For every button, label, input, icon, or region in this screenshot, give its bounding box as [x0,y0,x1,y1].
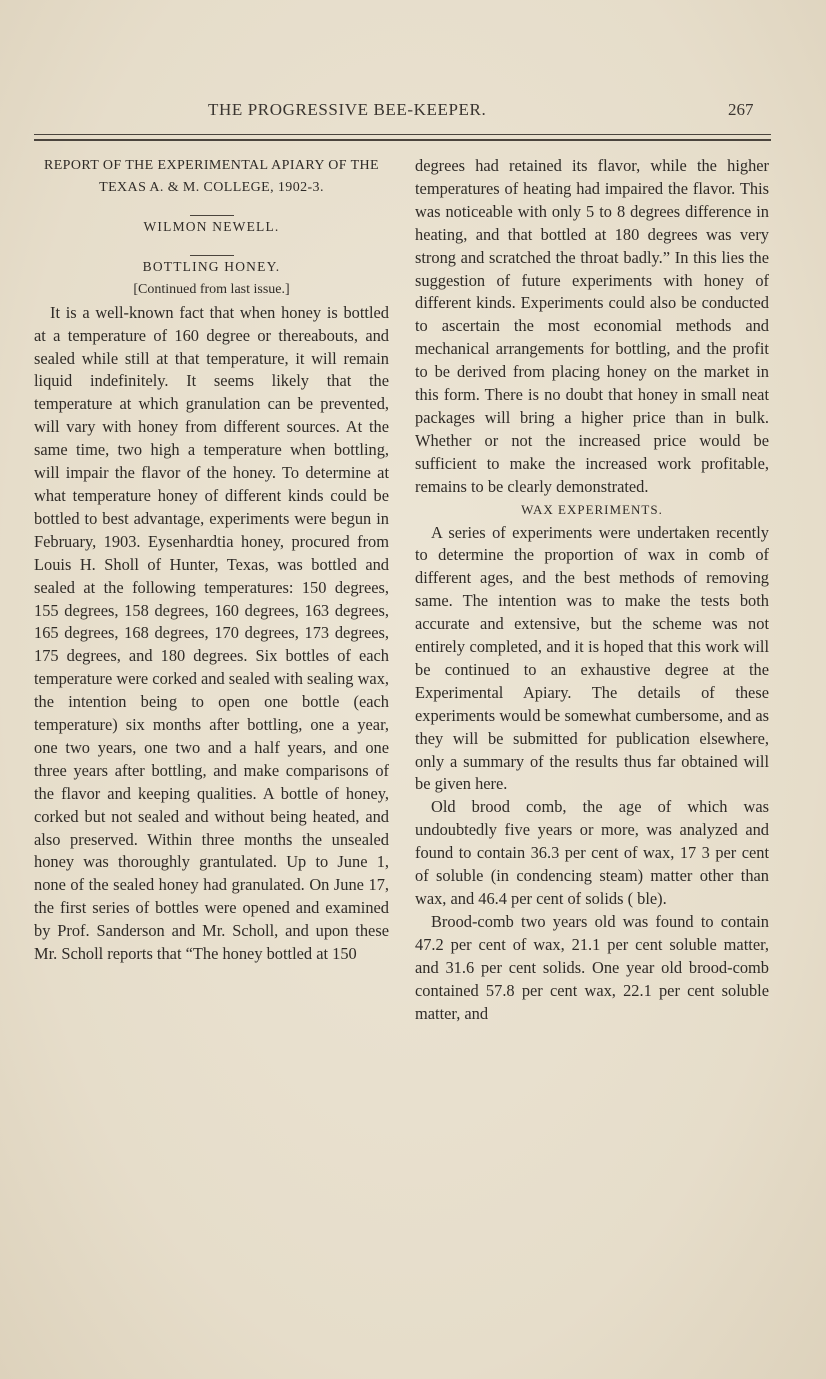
body-paragraph: Brood-comb two years old was found to contain 47.2 per cent of wax, 21.1 per cent soluble matter, and 31.6 per cent solids. One year old brood-comb contained 57.8 per cent wax, 22.1 per cent soluble matter, and [415,911,769,1023]
journal-title: THE PROGRESSIVE BEE-KEEPER. [208,100,487,119]
running-head [0,100,826,124]
article-author: WILMON NEWELL. [143,219,280,234]
wax-section-heading: WAX EXPERIMENTS. [521,501,663,517]
body-paragraph: A series of experiments were undertaken recently to determine the proportion of wax in comb of different ages, and the best methods of removing same. The intention was to make the tests both accurate and extensive, but the scheme was not entirely completed, and it is hoped that this work will be continued to an exhaustive degree at the Experimental Apiary. The details of these experiments would be somewhat cumbersome, and as they will be submitted for publication elsewhere, only a summary of the results thus far obtained will be given here. [415,522,769,794]
body-paragraph: degrees had retained its flavor, while the higher temperatures of heating had impaired the flavor. This was noticeable with only 5 to 8 degrees difference in heating, and that bottled at 180 degrees was very strong and scratched the throat badly.” In this lies the suggestion of future experiments with honey of different kinds. Experiments could also be conducted to ascertain the most economial methods and mechanical arrangements for bottling, and the profit to be derived from placing honey on the market in this form. There is no doubt that honey in small neat packages will bring a higher price than in bulk. Whether or not the increased price would be sufficient to make the increased work profitable, remains to be clearly demonstrated. [415,156,769,496]
continued-note: [Continued from last issue.] [133,281,290,297]
left-column [34,155,389,966]
body-paragraph: It is a well-known fact that when honey is bottled at a temperature of 160 degree or thereabouts, and sealed while still at that temperature, it will remain liquid indefinitely. It seems likely that the temperature at which granulation can be prevented, will vary with honey from different sources. At the same time, two high a temperature when bottling, will impair the flavor of the honey. To determine at what temperature honey of different kinds could be bottled to best advantage, experiments were begun in February, 1903. Eysenhardtia honey, procured from Louis H. Sholl of Hunter, Texas, was bottled and sealed at the following temperatures: 150 degrees, 155 degrees, 158 degrees, 160 degrees, 163 degrees, 165 degrees, 168 degrees, 170 degrees, 173 degrees, 175 degrees, and 180 degrees. Six bottles of each temperature were corked and sealed with sealing wax, the intention being to open one bottle (each temperature) six months after bottling, one a year, one two years, one two and a half years, and one three years after bottling, and make comparisons of the flavor and keeping qualities. A bottle of honey, corked but not sealed and without being heated, and also preserved. Within three months the unsealed honey was thoroughly grantulated. Up to June 1, none of the sealed honey had granulated. On June 17, the first series of bottles were opened and examined by Prof. Sanderson and Mr. Scholl, and upon these Mr. Scholl reports that “The honey bottled at 150 [34,302,389,964]
header-rule-thick [34,139,771,141]
page-number: 267 [728,100,754,119]
section-title: BOTTLING HONEY. [142,258,281,274]
header-rule-thin [34,134,771,135]
body-paragraph: Old brood comb, the age of which was undoubtedly five years or more, was analyzed and found to contain 36.3 per cent of wax, 17 3 per cent of soluble (in condencing steam) matter other than wax, and 46.4 per cent of solids ( ble). [415,797,769,908]
right-column [415,155,769,1025]
article-title: REPORT OF THE EXPERIMENTAL APIARY OF THE TEXAS A. & M. COLLEGE, 1902-3. [43,158,380,195]
